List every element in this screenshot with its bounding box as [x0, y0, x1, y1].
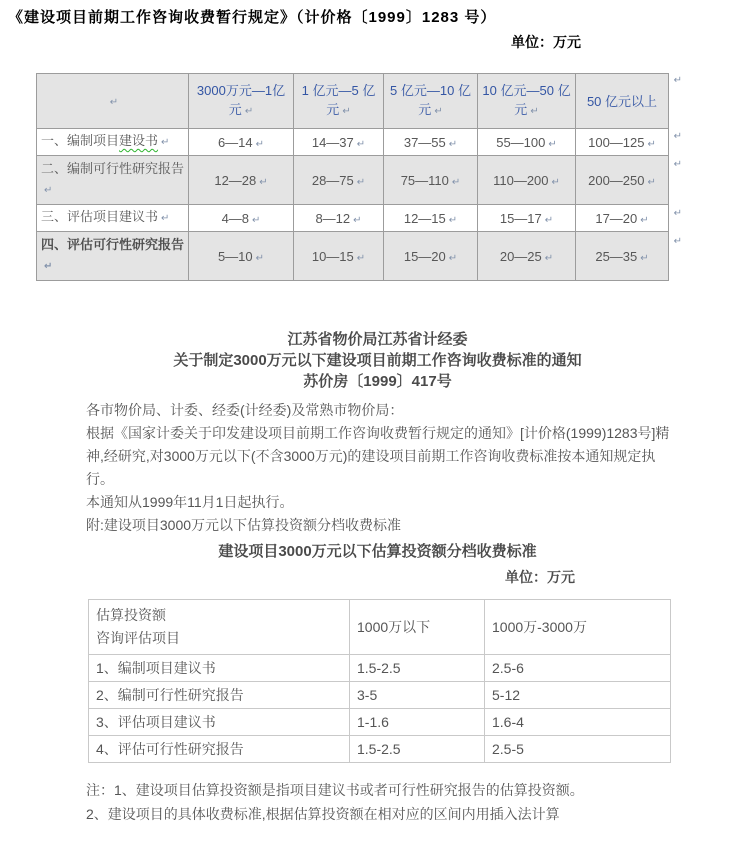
fee-value-cell [189, 232, 294, 281]
row-label: 四、评估可行性研究报告 [41, 237, 185, 252]
pilcrow-icon: ↵ [530, 106, 539, 117]
header-cell-range-2 [294, 74, 384, 129]
fee-value-cell [576, 232, 669, 281]
fee-value-cell: 1-1.6 [350, 709, 485, 736]
header-label: 50 亿元以上 [586, 93, 658, 109]
fee-value: 12—15 [403, 210, 446, 226]
attachment-table-row-3 [89, 709, 671, 736]
pilcrow-icon: ↵ [451, 176, 461, 188]
document-title: 《建设项目前期工作咨询收费暂行规定》（计价格〔1999〕1283 号） [8, 9, 497, 26]
fee-value: 4—8 [221, 210, 250, 226]
row-label-cell: 2、编制可行性研究报告 [89, 682, 350, 709]
pilcrow-icon: ↵ [647, 176, 656, 188]
fee-value-cell: 1.5-2.5 [350, 655, 485, 682]
attachment-table-row-1 [89, 655, 671, 682]
fee-value: 55—100 [496, 134, 546, 150]
fee-value-cell [189, 156, 294, 205]
fee-value-cell [478, 156, 576, 205]
fee-value-cell: 5-12 [485, 682, 671, 709]
fee-value-cell [384, 205, 478, 232]
pilcrow-icon: ↵ [448, 252, 458, 264]
fee-value-cell [576, 205, 669, 232]
fee-value-cell [576, 129, 669, 156]
pilcrow-icon: ↵ [259, 176, 268, 188]
fee-value-cell [384, 156, 478, 205]
fee-value-cell [189, 205, 294, 232]
unit-label-top: 单位：万元 [511, 34, 581, 50]
pilcrow-icon: ↵ [551, 176, 560, 188]
fee-value-cell [478, 129, 576, 156]
fee-value: 15—20 [403, 248, 446, 264]
letter-paragraph-2: 本通知从1999年11月1日起执行。 [86, 494, 294, 510]
attachment-fee-table [88, 599, 671, 763]
fee-value-cell [384, 129, 478, 156]
fee-value-cell [294, 232, 384, 281]
header-label: 1 亿元—5 亿元 [301, 83, 376, 117]
header-cell-axis [89, 600, 350, 655]
fee-value-cell [294, 205, 384, 232]
letter-doc-number: 苏价房〔1999〕417号 [303, 373, 452, 390]
pilcrow-icon: ↵ [673, 75, 682, 86]
fee-value-cell [384, 232, 478, 281]
pilcrow-icon: ↵ [673, 131, 682, 142]
pilcrow-icon: ↵ [544, 214, 554, 226]
fee-value-cell [294, 129, 384, 156]
fee-value: 20—25 [499, 248, 542, 264]
row-label-cell [37, 129, 189, 156]
row-label-cell [37, 156, 189, 205]
footnote-2: 2、建设项目的具体收费标准,根据估算投资额在相对应的区间内用插入法计算 [86, 806, 560, 822]
pilcrow-icon: ↵ [353, 214, 362, 226]
fee-value-cell [576, 156, 669, 205]
fee-value-cell: 3-5 [350, 682, 485, 709]
fee-value: 17—20 [595, 210, 638, 226]
pilcrow-icon: ↵ [255, 252, 265, 264]
fee-value: 200—250 [588, 172, 645, 188]
footnotes [86, 778, 693, 826]
pilcrow-icon: ↵ [255, 138, 265, 150]
pilcrow-icon: ↵ [356, 252, 366, 264]
header-cell-range-5 [576, 74, 669, 129]
letter-body [86, 399, 681, 537]
fee-value: 110—200 [493, 172, 549, 188]
fee-value: 5—10 [217, 248, 253, 264]
fee-table-header-row [37, 74, 669, 129]
pilcrow-icon: ↵ [161, 137, 170, 148]
header-cell-empty [37, 74, 189, 129]
pilcrow-icon: ↵ [640, 252, 649, 264]
axis-label-investment: 估算投资额 [96, 607, 166, 623]
pilcrow-icon: ↵ [673, 159, 682, 170]
row-label-cell [37, 232, 189, 281]
pilcrow-icon: ↵ [44, 185, 53, 196]
fee-value: 28—75 [311, 172, 354, 188]
fee-value: 75—110 [400, 172, 449, 188]
pilcrow-icon: ↵ [640, 214, 649, 226]
fee-value: 25—35 [595, 248, 638, 264]
fee-value: 100—125 [588, 134, 645, 150]
pilcrow-icon: ↵ [673, 208, 682, 219]
spellcheck-squiggle-text: 建设书 [119, 133, 159, 148]
row-label-cell: 4、评估可行性研究报告 [89, 736, 350, 763]
fee-value: 14—37 [311, 134, 354, 150]
pilcrow-icon: ↵ [244, 106, 254, 117]
fee-table-row-1 [37, 129, 669, 156]
pilcrow-icon: ↵ [548, 138, 557, 150]
axis-label-project: 咨询评估项目 [96, 630, 180, 646]
pilcrow-icon: ↵ [673, 236, 682, 247]
letter-heading-subject: 关于制定3000万元以下建设项目前期工作咨询收费标准的通知 [173, 352, 582, 369]
fee-value-cell: 2.5-6 [485, 655, 671, 682]
row-label-cell: 1、编制项目建议书 [89, 655, 350, 682]
letter-heading-authority: 江苏省物价局江苏省计经委 [287, 331, 468, 348]
attachment-table-header-row [89, 600, 671, 655]
fee-value-cell: 1.5-2.5 [350, 736, 485, 763]
pilcrow-icon: ↵ [252, 214, 261, 226]
fee-value: 8—12 [315, 210, 351, 226]
pilcrow-icon: ↵ [161, 213, 170, 224]
pilcrow-icon: ↵ [44, 261, 53, 272]
fee-value-cell [478, 232, 576, 281]
letter-paragraph-1: 根据《国家计委关于印发建设项目前期工作咨询收费暂行规定的通知》[计价格(1999)1283号]精神,经研究,对3000万元以下(不含3000万元)的建设项目前期工作咨询收费标准按本通知规定执行。 [86, 425, 670, 487]
fee-value: 6—14 [217, 134, 253, 150]
header-cell-range-1 [189, 74, 294, 129]
row-label-cell [37, 205, 189, 232]
pilcrow-icon: ↵ [647, 138, 656, 150]
attachment-table-row-2 [89, 682, 671, 709]
fee-table-wrapper [36, 73, 682, 281]
pilcrow-icon: ↵ [342, 106, 351, 117]
header-cell-col-2: 1000万-3000万 [485, 600, 671, 655]
fee-value-cell: 2.5-5 [485, 736, 671, 763]
row-label: 三、评估项目建议书 [41, 209, 159, 224]
pilcrow-icon: ↵ [448, 214, 458, 226]
pilcrow-icon: ↵ [544, 252, 554, 264]
pilcrow-icon: ↵ [356, 176, 366, 188]
fee-value: 37—55 [403, 134, 446, 150]
header-label: 3000万元—1亿元 [196, 83, 286, 117]
attachment-table-row-4 [89, 736, 671, 763]
row-label: 一、编制项目 [41, 133, 120, 148]
attachment-table-title: 建设项目3000万元以下估算投资额分档收费标准 [218, 543, 537, 560]
header-cell-col-1: 1000万以下 [350, 600, 485, 655]
fee-table-row-3 [37, 205, 669, 232]
header-label: 10 亿元—50 亿元 [482, 83, 571, 117]
pilcrow-icon: ↵ [109, 96, 119, 108]
fee-value: 10—15 [311, 248, 354, 264]
footnote-1: 注：1、建设项目估算投资额是指项目建议书或者可行性研究报告的估算投资额。 [86, 782, 584, 798]
row-label: 二、编制可行性研究报告 [41, 161, 185, 176]
fee-standards-table [36, 73, 669, 281]
row-label-cell: 3、评估项目建议书 [89, 709, 350, 736]
fee-table-row-2 [37, 156, 669, 205]
pilcrow-icon: ↵ [356, 138, 366, 150]
letter-salutation: 各市物价局、计委、经委(计经委)及常熟市物价局： [86, 402, 404, 418]
fee-table-row-4 [37, 232, 669, 281]
fee-value: 15—17 [499, 210, 542, 226]
unit-label-attachment: 单位：万元 [505, 569, 575, 585]
fee-value-cell [189, 129, 294, 156]
pilcrow-icon: ↵ [434, 106, 443, 117]
fee-value-cell [294, 156, 384, 205]
letter-paragraph-3: 附:建设项目3000万元以下估算投资额分档收费标准 [86, 517, 402, 533]
fee-value-cell [478, 205, 576, 232]
header-cell-range-4 [478, 74, 576, 129]
fee-value-cell: 1.6-4 [485, 709, 671, 736]
pilcrow-icon: ↵ [448, 138, 458, 150]
header-cell-range-3 [384, 74, 478, 129]
fee-value: 12—28 [214, 172, 257, 188]
header-label: 5 亿元—10 亿元 [390, 83, 471, 117]
notice-letter [0, 329, 733, 826]
